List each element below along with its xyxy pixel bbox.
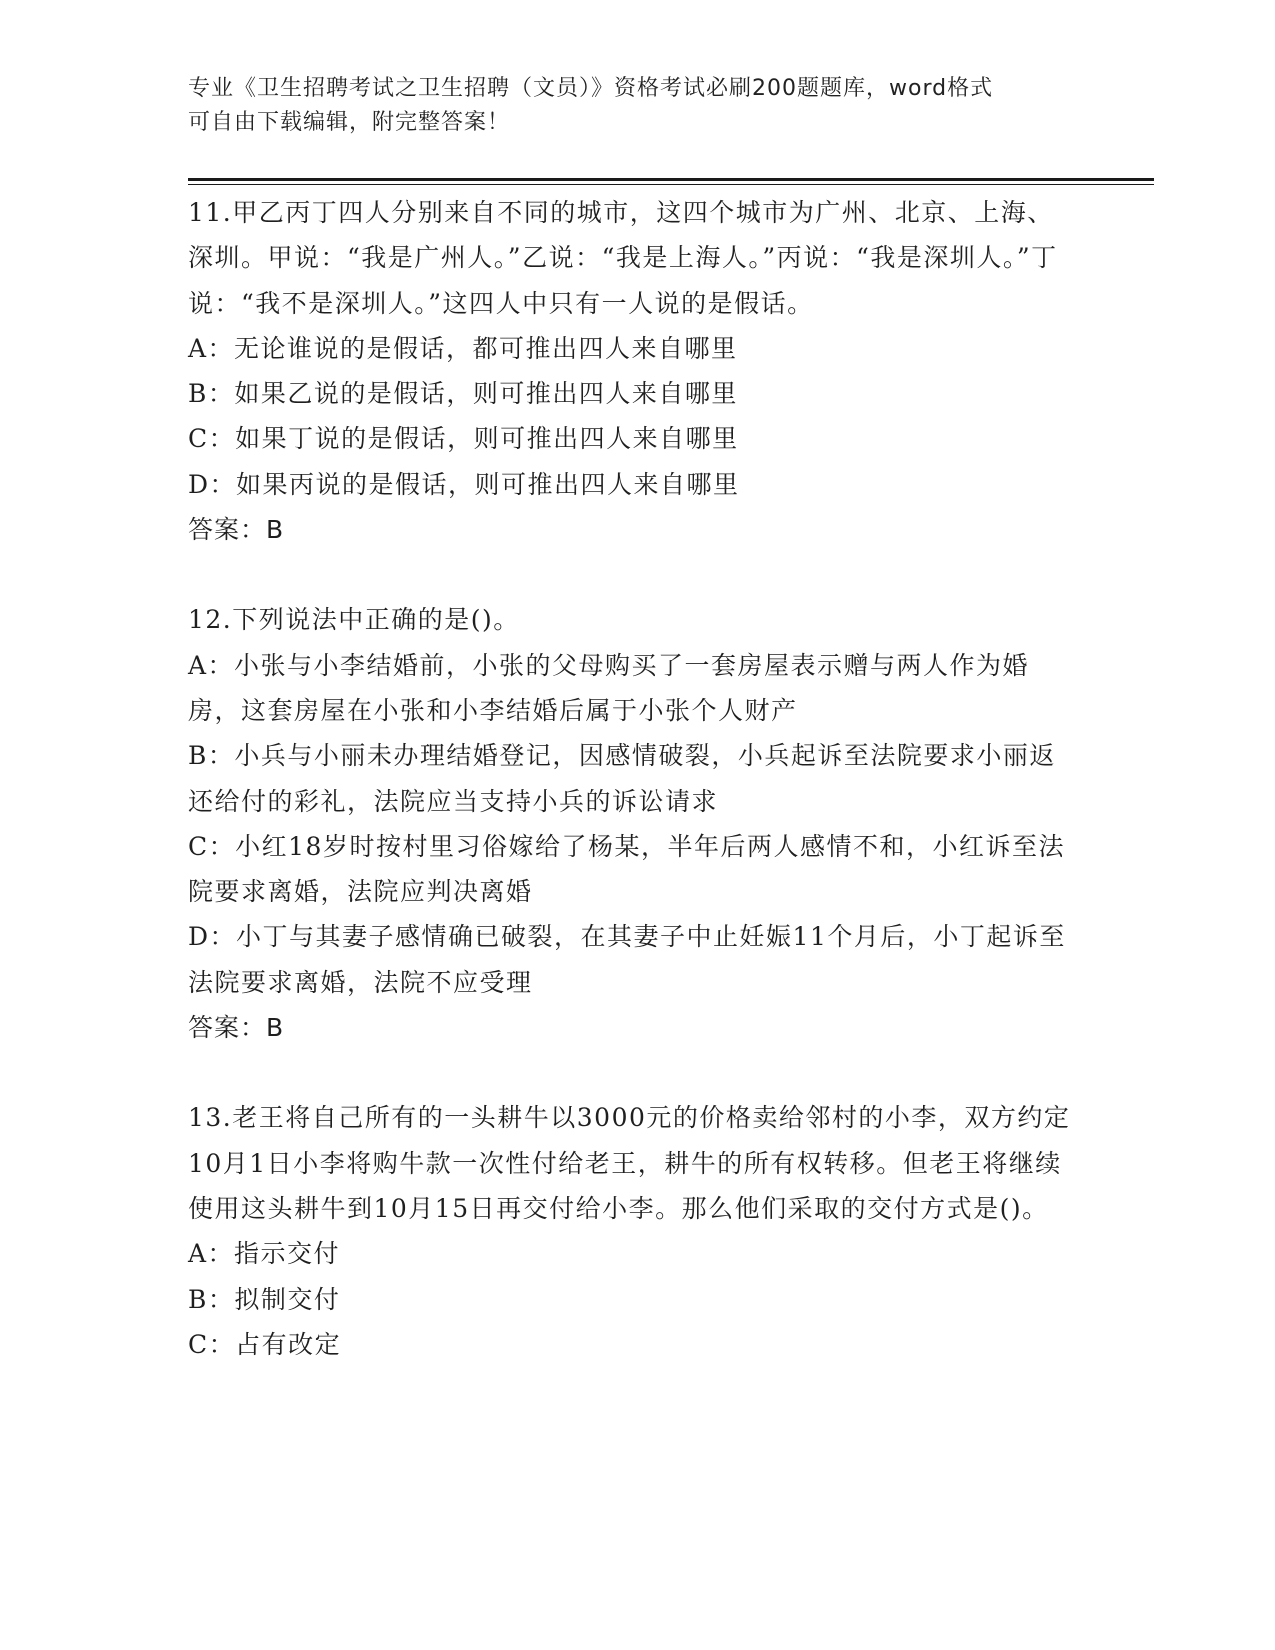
option-b: B：拟制交付 — [188, 1284, 341, 1314]
header-rule-thin — [188, 184, 1154, 185]
option-b: B：小兵与小丽未办理结婚登记，因感情破裂，小兵起诉至法院要求小丽返还给付的彩礼，法院应当支持小兵的诉讼请求 — [188, 741, 1056, 816]
spacer — [188, 552, 1078, 597]
question-13 — [188, 1095, 1078, 1367]
option-c: C：如果丁说的是假话，则可推出四人来自哪里 — [188, 424, 739, 454]
spacer — [188, 1050, 1078, 1095]
option-a: A：小张与小李结婚前，小张的父母购买了一套房屋表示赠与两人作为婚房，这套房屋在小张和小李结婚后属于小张个人财产 — [188, 650, 1030, 725]
document-header — [188, 72, 1068, 140]
question-stem: 13.老王将自己所有的一头耕牛以3000元的价格卖给邻村的小李，双方约定10月1日小李将购牛款一次性付给老王，耕牛的所有权转移。但老王将继续使用这头耕牛到10月15日再交付给小李。那么他们采取的交付方式是()。 — [188, 1103, 1071, 1223]
question-stem: 11.甲乙丙丁四人分别来自不同的城市，这四个城市为广州、北京、上海、深圳。甲说：“我是广州人。”乙说：“我是上海人。”丙说：“我是深圳人。”丁说：“我不是深圳人。”这四人中只有一人说的是假话。 — [188, 198, 1058, 318]
option-c: C：小红18岁时按村里习俗嫁给了杨某，半年后两人感情不和，小红诉至法院要求离婚，法院应判决离婚 — [188, 831, 1065, 907]
question-11 — [188, 190, 1078, 552]
option-a: A：指示交付 — [188, 1239, 341, 1269]
option-b: B：如果乙说的是假话，则可推出四人来自哪里 — [188, 379, 738, 409]
answer-line: 答案：B — [188, 515, 285, 545]
header-rule-thick — [188, 178, 1154, 181]
answer-line: 答案：B — [188, 1013, 285, 1043]
question-12 — [188, 597, 1078, 1050]
option-d: D：小丁与其妻子感情确已破裂，在其妻子中止妊娠11个月后，小丁起诉至法院要求离婚，法院不应受理 — [188, 922, 1066, 997]
option-c: C：占有改定 — [188, 1329, 342, 1359]
header-line-2: 可自由下载编辑，附完整答案！ — [188, 110, 511, 135]
question-list — [188, 190, 1078, 1367]
question-stem: 12.下列说法中正确的是()。 — [188, 605, 520, 635]
header-line-1: 专业《卫生招聘考试之卫生招聘（文员）》资格考试必刷200题题库，word格式 — [188, 76, 994, 101]
option-d: D：如果丙说的是假话，则可推出四人来自哪里 — [188, 469, 740, 499]
option-a: A：无论谁说的是假话，都可推出四人来自哪里 — [188, 333, 738, 363]
